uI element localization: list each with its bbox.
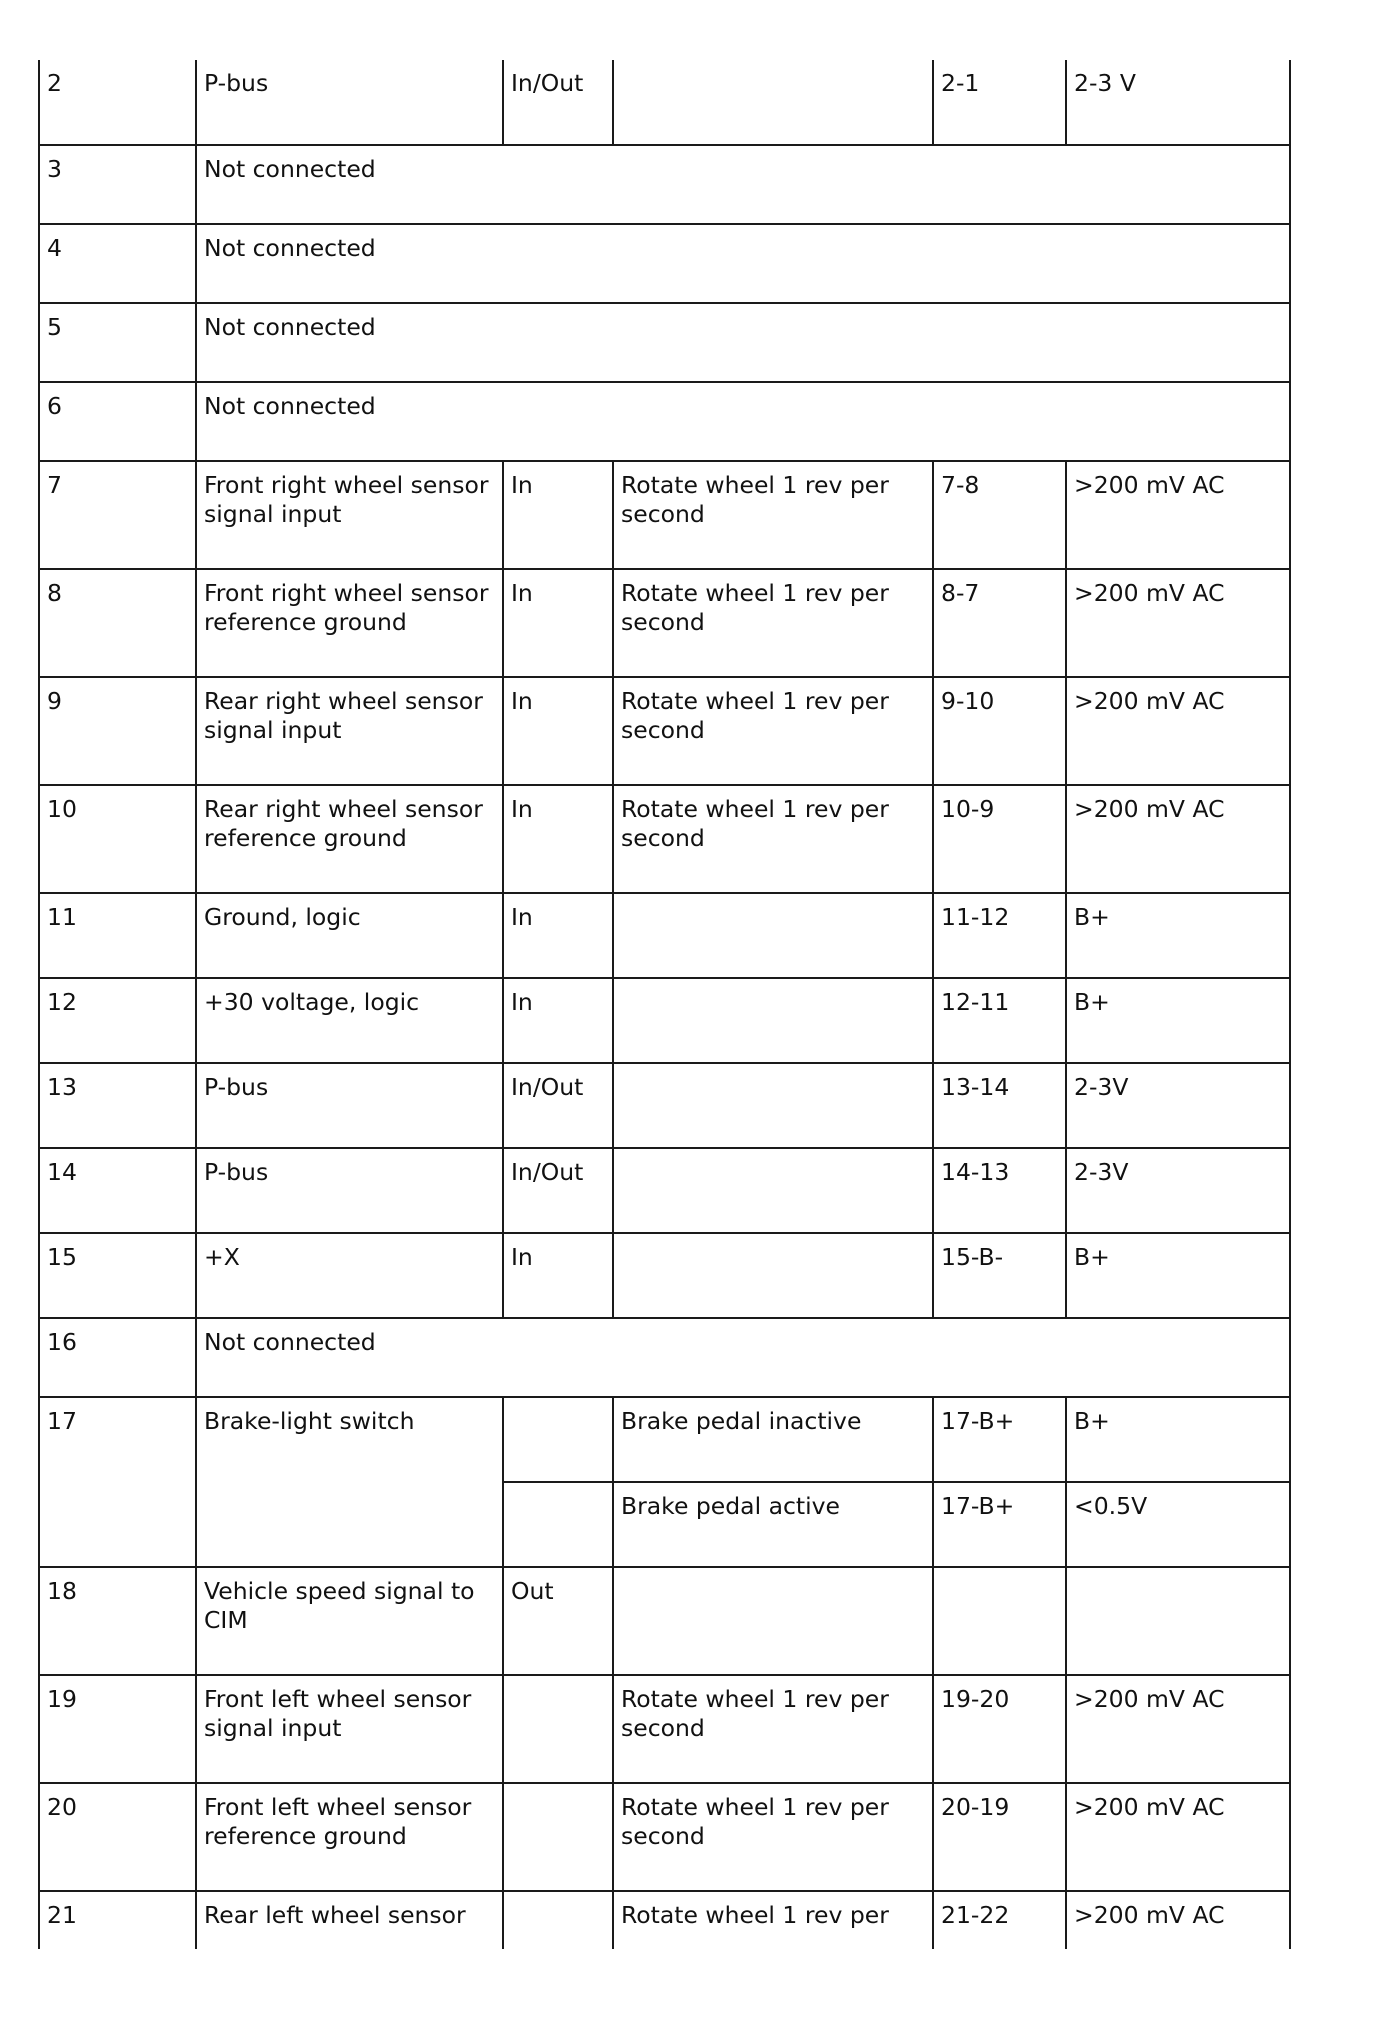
pin-number: 15 — [39, 1233, 196, 1318]
test-condition — [613, 1148, 933, 1233]
test-condition — [613, 60, 933, 145]
pin-direction — [503, 1675, 613, 1783]
test-condition — [613, 978, 933, 1063]
pin-number: 21 — [39, 1891, 196, 1949]
measure-points: 21-22 — [933, 1891, 1066, 1949]
expected-value: >200 mV AC — [1066, 569, 1290, 677]
table-row — [39, 224, 1290, 303]
table-row — [39, 569, 1290, 677]
pin-direction — [503, 1891, 613, 1949]
measure-points: 19-20 — [933, 1675, 1066, 1783]
test-condition — [613, 1567, 933, 1675]
pin-table — [38, 60, 1291, 1949]
table-row — [39, 677, 1290, 785]
table-row — [39, 145, 1290, 224]
table-row — [39, 382, 1290, 461]
pin-description: +30 voltage, logic — [196, 978, 503, 1063]
pin-direction: In/Out — [503, 60, 613, 145]
pin-direction: In/Out — [503, 1063, 613, 1148]
test-condition: Rotate wheel 1 rev per — [613, 1891, 933, 1949]
pin-number: 13 — [39, 1063, 196, 1148]
pin-number: 14 — [39, 1148, 196, 1233]
table-row — [39, 60, 1290, 145]
pin-number: 16 — [39, 1318, 196, 1397]
measure-points: 10-9 — [933, 785, 1066, 893]
test-condition — [613, 893, 933, 978]
pin-description: Front left wheel sensor reference ground — [196, 1783, 503, 1891]
table-row — [39, 1675, 1290, 1783]
test-condition — [613, 1063, 933, 1148]
pin-number: 3 — [39, 145, 196, 224]
table-row — [39, 1567, 1290, 1675]
measure-points: 17-B+ — [933, 1482, 1066, 1567]
measure-points: 14-13 — [933, 1148, 1066, 1233]
pin-number: 5 — [39, 303, 196, 382]
table-row — [39, 1783, 1290, 1891]
pin-direction — [503, 1482, 613, 1567]
measure-points: 9-10 — [933, 677, 1066, 785]
measure-points: 13-14 — [933, 1063, 1066, 1148]
table-row — [39, 1063, 1290, 1148]
pin-direction: In — [503, 677, 613, 785]
pin-direction: In — [503, 569, 613, 677]
expected-value: B+ — [1066, 893, 1290, 978]
table-row — [39, 893, 1290, 978]
pin-number: 4 — [39, 224, 196, 303]
pin-number: 9 — [39, 677, 196, 785]
test-condition: Rotate wheel 1 rev per second — [613, 677, 933, 785]
test-condition: Rotate wheel 1 rev per second — [613, 785, 933, 893]
pin-direction: In — [503, 978, 613, 1063]
table-row — [39, 303, 1290, 382]
table-row — [39, 785, 1290, 893]
measure-points: 15-B- — [933, 1233, 1066, 1318]
pin-description: Ground, logic — [196, 893, 503, 978]
pin-note: Not connected — [196, 224, 1290, 303]
expected-value: 2-3V — [1066, 1063, 1290, 1148]
expected-value: 2-3 V — [1066, 60, 1290, 145]
test-condition — [613, 1233, 933, 1318]
measure-points: 11-12 — [933, 893, 1066, 978]
measure-points: 12-11 — [933, 978, 1066, 1063]
pin-description: P-bus — [196, 1063, 503, 1148]
table-row — [39, 978, 1290, 1063]
pin-direction — [503, 1397, 613, 1482]
pin-direction: In — [503, 1233, 613, 1318]
table-row — [39, 1233, 1290, 1318]
expected-value: B+ — [1066, 1397, 1290, 1482]
pin-number: 20 — [39, 1783, 196, 1891]
pin-number: 2 — [39, 60, 196, 145]
table-row — [39, 1397, 1290, 1482]
pin-number: 18 — [39, 1567, 196, 1675]
pin-description: Vehicle speed signal to CIM — [196, 1567, 503, 1675]
pin-description: Rear left wheel sensor — [196, 1891, 503, 1949]
pin-number: 19 — [39, 1675, 196, 1783]
expected-value: B+ — [1066, 978, 1290, 1063]
pin-number: 17 — [39, 1397, 196, 1567]
expected-value: <0.5V — [1066, 1482, 1290, 1567]
pin-direction: In — [503, 461, 613, 569]
test-condition: Brake pedal inactive — [613, 1397, 933, 1482]
pin-note: Not connected — [196, 303, 1290, 382]
measure-points: 17-B+ — [933, 1397, 1066, 1482]
pin-description: Front left wheel sensor signal input — [196, 1675, 503, 1783]
measure-points: 20-19 — [933, 1783, 1066, 1891]
pin-direction: In — [503, 893, 613, 978]
pin-description: Rear right wheel sensor signal input — [196, 677, 503, 785]
measure-points — [933, 1567, 1066, 1675]
pin-note: Not connected — [196, 1318, 1290, 1397]
test-condition: Rotate wheel 1 rev per second — [613, 1783, 933, 1891]
expected-value: >200 mV AC — [1066, 785, 1290, 893]
pin-direction: In — [503, 785, 613, 893]
pin-description: P-bus — [196, 1148, 503, 1233]
pin-direction — [503, 1783, 613, 1891]
measure-points: 7-8 — [933, 461, 1066, 569]
table-row — [39, 1148, 1290, 1233]
test-condition: Rotate wheel 1 rev per second — [613, 569, 933, 677]
pin-direction: Out — [503, 1567, 613, 1675]
pin-description: P-bus — [196, 60, 503, 145]
pin-number: 10 — [39, 785, 196, 893]
pin-note: Not connected — [196, 382, 1290, 461]
pin-number: 6 — [39, 382, 196, 461]
expected-value: >200 mV AC — [1066, 1783, 1290, 1891]
pin-number: 7 — [39, 461, 196, 569]
expected-value — [1066, 1567, 1290, 1675]
expected-value: >200 mV AC — [1066, 677, 1290, 785]
expected-value: >200 mV AC — [1066, 1891, 1290, 1949]
pin-number: 12 — [39, 978, 196, 1063]
pin-number: 11 — [39, 893, 196, 978]
pin-note: Not connected — [196, 145, 1290, 224]
test-condition: Brake pedal active — [613, 1482, 933, 1567]
table-row — [39, 1318, 1290, 1397]
test-condition: Rotate wheel 1 rev per second — [613, 461, 933, 569]
pin-direction: In/Out — [503, 1148, 613, 1233]
expected-value: 2-3V — [1066, 1148, 1290, 1233]
test-condition: Rotate wheel 1 rev per second — [613, 1675, 933, 1783]
table-row — [39, 461, 1290, 569]
pin-description: Rear right wheel sensor reference ground — [196, 785, 503, 893]
pin-description: Front right wheel sensor reference ground — [196, 569, 503, 677]
expected-value: >200 mV AC — [1066, 1675, 1290, 1783]
expected-value: >200 mV AC — [1066, 461, 1290, 569]
measure-points: 2-1 — [933, 60, 1066, 145]
pin-description: +X — [196, 1233, 503, 1318]
expected-value: B+ — [1066, 1233, 1290, 1318]
pin-number: 8 — [39, 569, 196, 677]
measure-points: 8-7 — [933, 569, 1066, 677]
table-row — [39, 1891, 1290, 1949]
pin-description: Front right wheel sensor signal input — [196, 461, 503, 569]
pin-description: Brake-light switch — [196, 1397, 503, 1567]
